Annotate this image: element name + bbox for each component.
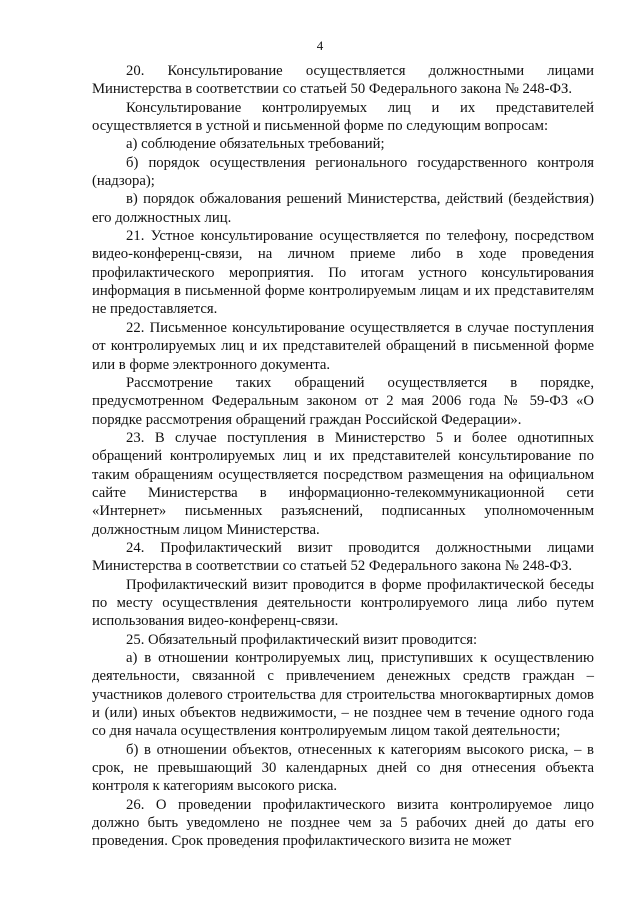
paragraph-20: 20. Консультирование осуществляется должностными лицами Министерства в соответствии со статьей 50 Федерального закона № 248-ФЗ.: [92, 63, 594, 98]
paragraph-26: 26. О проведении профилактического визита контролируемое лицо должно быть уведомлено не позднее чем за 5 рабочих дней до даты его проведения. Срок проведения профилактического визита не может: [92, 796, 594, 850]
list-item-v: в) порядок обжалования решений Министерства, действий (бездействия) его должностных лиц.: [92, 191, 594, 226]
list-item-a: а) соблюдение обязательных требований;: [126, 136, 385, 153]
paragraph-22: 22. Письменное консультирование осуществляется в случае поступления от контролируемых лиц и их представителей обращений в письменной форме или в форме электронного документа.: [92, 319, 594, 373]
document-body: [92, 62, 594, 851]
list-item-25-a: а) в отношении контролируемых лиц, приступивших к осуществлению деятельности, связанной с привлечением денежных средств граждан – участников долевого строительства для строительства многоквартирных домов и (или) иных объектов недвижимости, – не позднее чем в течение одного года со дня начала осуществления контролируемым лицом такой деятельности;: [92, 650, 594, 740]
list-item-25-b: б) в отношении объектов, отнесенных к категориям высокого риска, – в срок, не превышающий 30 календарных дней со дня отнесения объекта контроля к категориям высокого риска.: [92, 741, 594, 795]
paragraph-appeals-review: Рассмотрение таких обращений осуществляется в порядке, предусмотренном Федеральным законом от 2 мая 2006 года № 59-ФЗ «О порядке рассмотрения обращений граждан Российской Федерации».: [92, 374, 594, 428]
paragraph-24: 24. Профилактический визит проводится должностными лицами Министерства в соответствии со статьей 52 Федерального закона № 248-ФЗ.: [92, 539, 594, 575]
page-number: 4: [316, 38, 324, 53]
paragraph-21: 21. Устное консультирование осуществляется по телефону, посредством видео-конференц-связи, на личном приеме либо в ходе проведения профилактического мероприятия. По итогам устного консультирования информация в письменной форме контролируемым лицам и их представителям не предоставляется.: [92, 228, 594, 318]
paragraph-consulting-forms: Консультирование контролируемых лиц и их представителей осуществляется в устной и письменной форме по следующим вопросам:: [92, 99, 594, 135]
paragraph-25: 25. Обязательный профилактический визит проводится:: [126, 631, 478, 648]
list-item-b: б) порядок осуществления регионального государственного контроля (надзора);: [92, 154, 594, 190]
paragraph-visit-form: Профилактический визит проводится в форме профилактической беседы по месту осуществления деятельности контролируемого лица либо путем использования видео-конференц-связи.: [92, 576, 594, 630]
paragraph-23: 23. В случае поступления в Министерство 5 и более однотипных обращений контролируемых лиц и их представителей консультирование по таким обращениям осуществляется посредством размещения на официальном сайте Министерства в информационно-телекоммуникационной сети «Интернет» письменных разъяснений, подписанных уполномоченным должностным лицом Министерства.: [92, 429, 594, 538]
